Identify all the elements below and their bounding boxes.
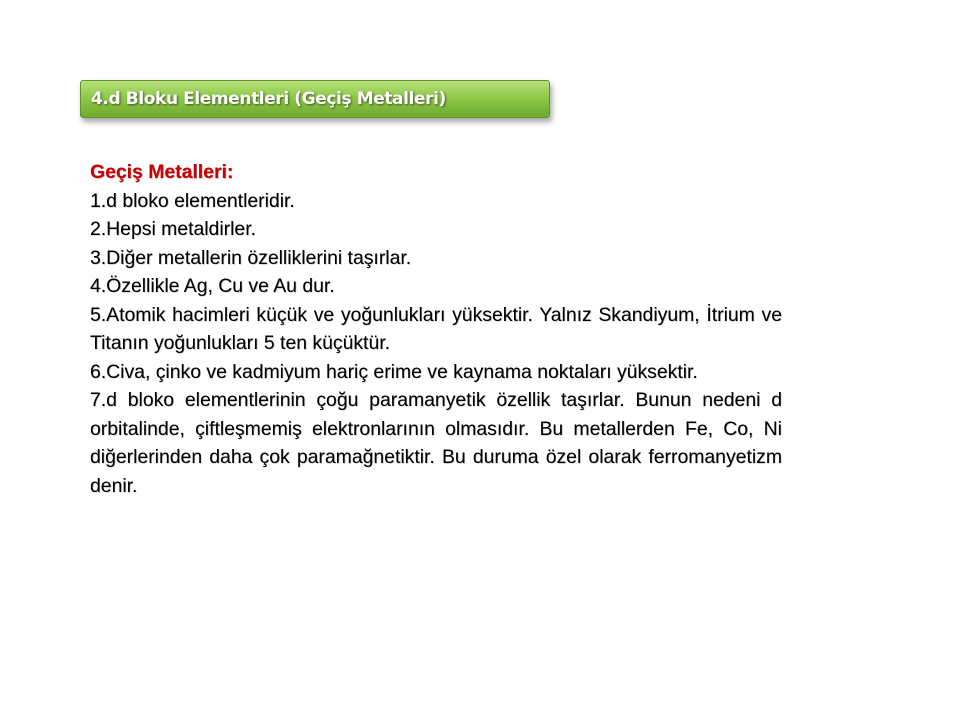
section-heading: Geçiş Metalleri: (90, 161, 234, 183)
slide-title: 4.d Bloku Elementleri (Geçiş Metalleri) (91, 89, 446, 109)
title-banner (80, 80, 550, 118)
list-item-5: 5.Atomik hacimleri küçük ve yoğunlukları yüksektir. Yalnız Skandiyum, İtrium ve Titanın yoğunlukları 5 ten küçüktür. (90, 303, 782, 354)
content-body (90, 158, 782, 500)
list-item-6: 6.Civa, çinko ve kadmiyum hariç erime ve kaynama noktaları yüksektir. (90, 360, 698, 383)
list-item-1: 1.d bloko elementleridir. (90, 189, 295, 212)
list-item-3: 3.Diğer metallerin özelliklerini taşırlar. (90, 246, 412, 269)
list-item-2: 2.Hepsi metaldirler. (90, 218, 256, 240)
list-item-7: 7.d bloko elementlerinin çoğu paramanyetik özellik taşırlar. Bunun nedeni d orbitalinde, çiftleşmemiş elektronlarının olmasıdır. Bu metallerden Fe, Co, Ni diğerlerinden daha çok paramağnetiktir. Bu duruma özel olarak ferromanyetizm denir. (90, 389, 782, 497)
list-item-4: 4.Özellikle Ag, Cu ve Au dur. (90, 275, 335, 297)
